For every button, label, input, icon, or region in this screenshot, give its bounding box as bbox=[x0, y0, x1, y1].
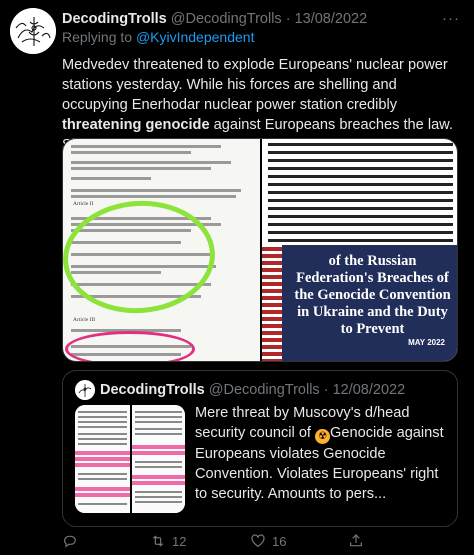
like-count: 16 bbox=[272, 533, 287, 549]
avatar-illustration-icon bbox=[75, 380, 95, 400]
genocide-convention-image[interactable] bbox=[63, 139, 260, 361]
tweet-media[interactable] bbox=[62, 138, 458, 362]
quoted-header-separator: · bbox=[323, 382, 329, 398]
doc-article-iii-label: Article III bbox=[73, 317, 96, 323]
tweet-text-bold1: threatening genocide bbox=[62, 117, 210, 133]
tweet-text-part2: against Europeans breaches the law. bbox=[213, 117, 453, 133]
report-cover bbox=[282, 245, 457, 361]
share-button[interactable] bbox=[348, 532, 370, 550]
embroidery-pattern bbox=[262, 245, 282, 361]
reply-prefix: Replying to bbox=[62, 29, 133, 45]
quoted-tweet[interactable] bbox=[62, 370, 458, 527]
more-options-icon[interactable]: ··· bbox=[442, 10, 460, 27]
retweet-button[interactable] bbox=[150, 532, 186, 550]
share-icon bbox=[348, 533, 364, 549]
avatar-illustration-icon bbox=[10, 8, 56, 54]
quoted-tweet-date: 12/08/2022 bbox=[332, 382, 406, 398]
like-button[interactable] bbox=[250, 532, 286, 550]
author-name[interactable]: DecodingTrolls bbox=[62, 11, 167, 27]
quoted-author-avatar bbox=[75, 380, 95, 400]
tweet-date[interactable]: 13/08/2022 bbox=[294, 11, 368, 27]
author-avatar[interactable] bbox=[10, 8, 56, 54]
radiation-icon: ☢ bbox=[315, 429, 330, 444]
retweet-count: 12 bbox=[172, 533, 187, 549]
tweet-text-part1: Medvedev threatened to explode Europeans' nuclear power stations yesterday. While his forces are shelling and occupying Enerhodar nuclear power station credibly bbox=[62, 57, 448, 113]
tweet-header bbox=[62, 10, 464, 28]
doc-article-ii-label: Article II bbox=[73, 201, 94, 207]
quoted-text-part1: Mere threat by Muscovy's d/head security council of bbox=[195, 405, 410, 441]
reply-icon bbox=[62, 533, 78, 549]
header-separator: · bbox=[285, 11, 291, 27]
author-handle[interactable]: @DecodingTrolls bbox=[170, 11, 282, 27]
quoted-text-part2: Genocide against Europeans violates Genocide Convention. Violates Europeans' right to security. Amounts to pers... bbox=[195, 425, 444, 502]
quoted-author-handle: @DecodingTrolls bbox=[208, 382, 320, 398]
pink-highlight-circle bbox=[65, 331, 195, 361]
green-highlight-circle bbox=[63, 196, 219, 318]
tweet-actions bbox=[62, 532, 462, 550]
retweet-icon bbox=[150, 533, 166, 549]
quoted-tweet-thumbnail[interactable] bbox=[75, 405, 185, 513]
quoted-tweet-header bbox=[100, 381, 405, 399]
reply-button[interactable] bbox=[62, 532, 84, 550]
reply-mention-link[interactable]: @KyivIndependent bbox=[135, 29, 255, 45]
quoted-author-name: DecodingTrolls bbox=[100, 382, 205, 398]
russia-breaches-report-image[interactable] bbox=[260, 139, 457, 361]
quoted-tweet-text bbox=[195, 403, 445, 504]
report-cover-date: MAY 2022 bbox=[408, 338, 445, 347]
heart-icon bbox=[250, 533, 266, 549]
reply-context bbox=[62, 28, 254, 46]
report-cover-title: of the Russian Federation's Breaches of the Genocide Convention in Ukraine and the Duty to Prevent bbox=[294, 253, 451, 337]
